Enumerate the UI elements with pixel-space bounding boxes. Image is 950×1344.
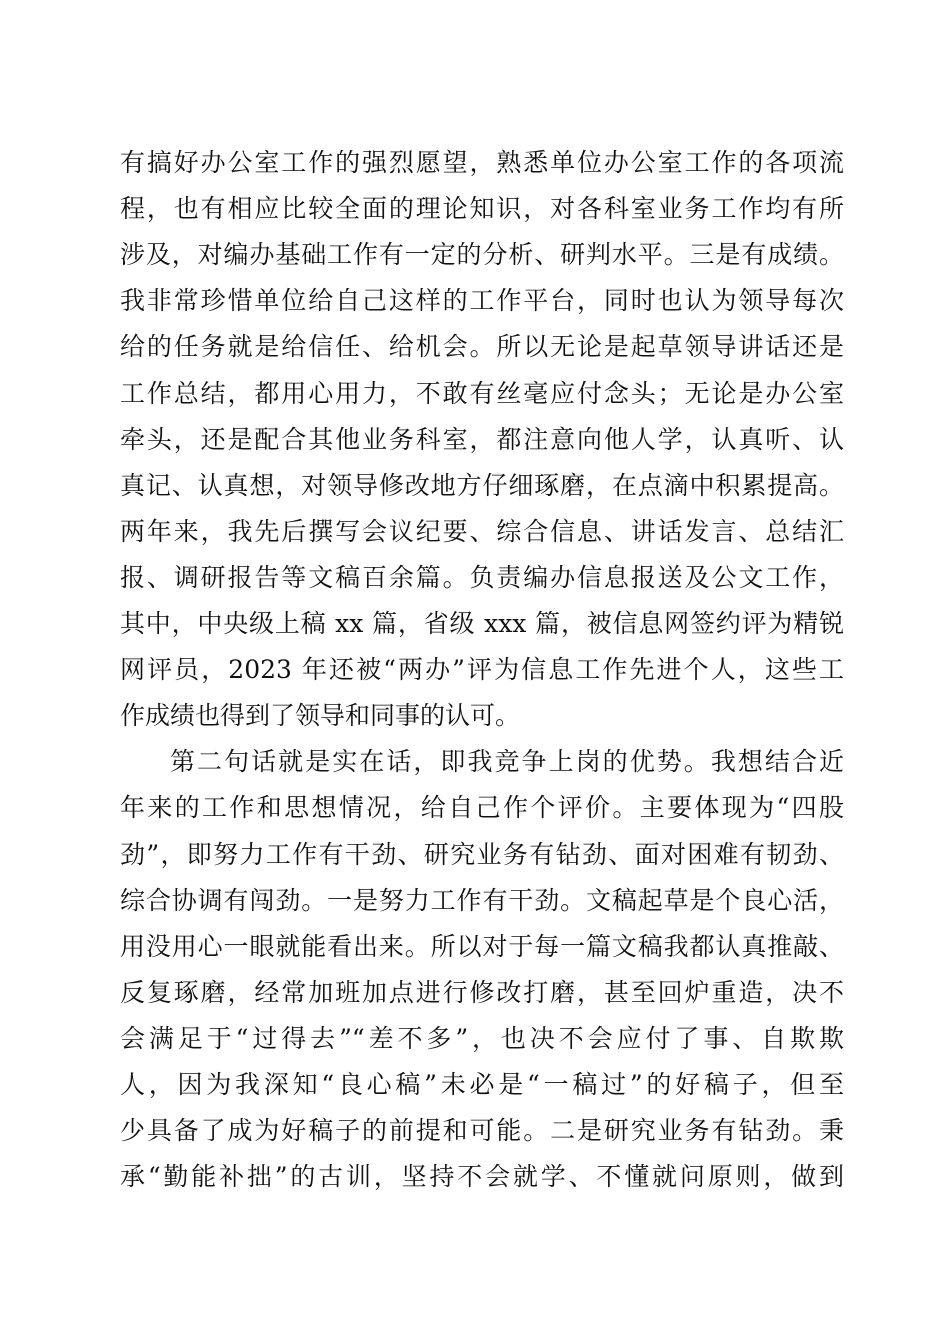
text-line: 有搞好办公室工作的强烈愿望，熟悉单位办公室工作的各项流	[120, 148, 844, 177]
text-line: 工作总结，都用心用力，不敢有丝毫应付念头；无论是办公室	[120, 379, 844, 408]
text-line: 作成绩也得到了领导和同事的认可。	[120, 701, 521, 730]
text-line: 反复琢磨，经常加班加点进行修改打磨，甚至回炉重造，决不	[120, 978, 844, 1007]
text-line: 年来的工作和思想情况，给自己作个评价。主要体现为“四股	[120, 793, 844, 822]
text-line: 报、调研报告等文稿百余篇。负责编办信息报送及公文工作，	[120, 563, 844, 592]
text-line: 人，因为我深知“良心稿”未必是“一稿过”的好稿子，但至	[120, 1070, 844, 1099]
text-line: 第二句话就是实在话，即我竞争上岗的优势。我想结合近	[170, 747, 844, 776]
text-line: 程，也有相应比较全面的理论知识，对各科室业务工作均有所	[120, 194, 844, 223]
text-line: 综合协调有闯劲。一是努力工作有干劲。文稿起草是个良心活，	[120, 886, 844, 915]
text-line: 承“勤能补拙”的古训，坚持不会就学、不懂就问原则，做到	[120, 1162, 844, 1191]
text-line: 用没用心一眼就能看出来。所以对于每一篇文稿我都认真推敲、	[120, 932, 844, 961]
text-line: 网评员，2023 年还被“两办”评为信息工作先进个人，这些工	[120, 655, 844, 684]
text-line: 真记、认真想，对领导修改地方仔细琢磨，在点滴中积累提高。	[120, 471, 844, 500]
text-line: 劲”，即努力工作有干劲、研究业务有钻劲、面对困难有韧劲、	[120, 840, 844, 869]
text-line: 会满足于“过得去”“差不多”，也决不会应付了事、自欺欺	[120, 1024, 844, 1053]
text-line: 其中，中央级上稿 xx 篇，省级 xxx 篇，被信息网签约评为精锐	[120, 609, 844, 638]
text-line: 给的任务就是给信任、给机会。所以无论是起草领导讲话还是	[120, 332, 844, 361]
text-line: 少具备了成为好稿子的前提和可能。二是研究业务有钻劲。秉	[120, 1116, 844, 1145]
text-line: 牵头，还是配合其他业务科室，都注意向他人学，认真听、认	[120, 425, 844, 454]
text-line: 涉及，对编办基础工作有一定的分析、研判水平。三是有成绩。	[120, 240, 844, 269]
text-line: 我非常珍惜单位给自己这样的工作平台，同时也认为领导每次	[120, 286, 844, 315]
text-line: 两年来，我先后撰写会议纪要、综合信息、讲话发言、总结汇	[120, 517, 844, 546]
